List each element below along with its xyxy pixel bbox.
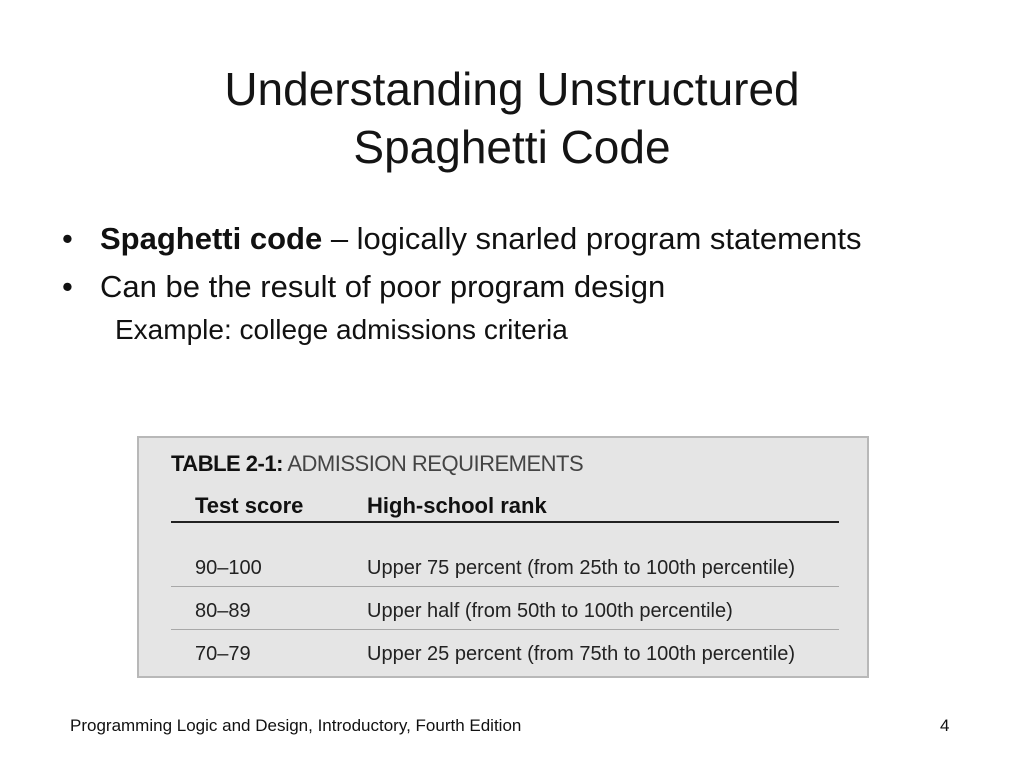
- sub-bullet-example: Example: college admissions criteria: [115, 314, 568, 345]
- bullet-definition: – logically snarled program statements: [322, 221, 862, 256]
- table-label: TABLE 2-1:: [171, 451, 283, 476]
- slide-title-line-2: Spaghetti Code: [353, 121, 671, 173]
- rank-cell: Upper 25 percent (from 75th to 100th percentile): [367, 643, 796, 665]
- admission-requirements-table: [137, 436, 869, 678]
- test-score-cell: 90–100: [195, 557, 262, 579]
- bullet-marker: •: [62, 269, 73, 304]
- test-score-cell: 70–79: [195, 643, 251, 665]
- rank-cell: Upper half (from 50th to 100th percentile): [367, 600, 733, 622]
- header-divider: [171, 521, 839, 523]
- column-header-high-school-rank: High-school rank: [367, 493, 547, 518]
- bullet-text: Can be the result of poor program design: [100, 269, 666, 304]
- column-header-test-score: Test score: [195, 493, 304, 518]
- row-divider: [171, 586, 839, 587]
- bullet-spaghetti-code: [62, 220, 862, 258]
- table-caption: ADMISSION REQUIREMENTS: [287, 451, 584, 476]
- footer-book-title: Programming Logic and Design, Introductory, Fourth Edition: [70, 716, 522, 735]
- bullet-list: [62, 220, 862, 348]
- table-row: [171, 547, 839, 589]
- table-row: [171, 590, 839, 632]
- rank-cell: Upper 75 percent (from 25th to 100th percentile): [367, 557, 796, 579]
- bullet-term: Spaghetti code: [100, 221, 323, 256]
- slide-title-line-1: Understanding Unstructured: [224, 63, 800, 115]
- test-score-cell: 80–89: [195, 600, 251, 622]
- table-row: [171, 633, 839, 675]
- bullet-marker: •: [62, 221, 73, 256]
- slide-title: [0, 60, 1024, 176]
- table-title: [171, 451, 583, 477]
- row-divider: [171, 629, 839, 630]
- bullet-poor-design: [62, 268, 862, 306]
- page-number: 4: [940, 716, 950, 735]
